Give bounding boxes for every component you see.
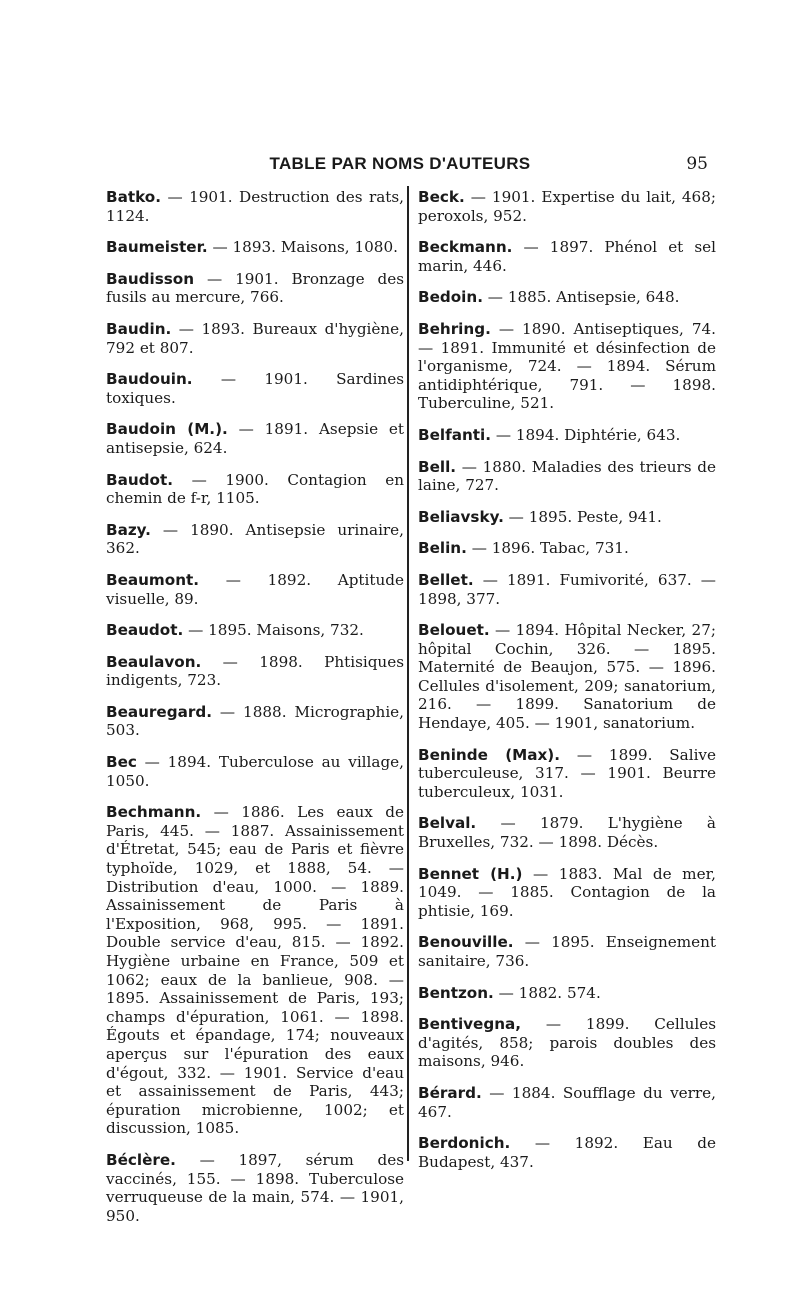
entry-text: — 1895. Enseignement sanitaire, 736.	[418, 933, 716, 970]
index-entry	[106, 753, 404, 790]
author-name: Berdonich.	[418, 1134, 511, 1153]
entry-text: — 1901. Expertise du lait, 468; peroxols, 952.	[418, 188, 716, 225]
author-name: Behring.	[418, 319, 491, 338]
index-entry	[418, 984, 716, 1003]
author-name: Belfanti.	[418, 425, 491, 444]
index-entry	[106, 320, 404, 357]
author-name: Beckmann.	[418, 238, 513, 257]
author-name: Baudouin.	[106, 370, 193, 389]
index-entry	[106, 621, 404, 640]
author-name: Baudin.	[106, 319, 172, 338]
column-divider	[407, 186, 409, 1161]
entry-text: — 1893. Maisons, 1080.	[207, 238, 398, 257]
index-entry	[106, 370, 404, 407]
entry-text: — 1901. Destruction des rats, 1124.	[106, 188, 404, 225]
entry-text: — 1894. Diphtérie, 643.	[491, 425, 681, 444]
index-entry	[418, 571, 716, 608]
index-entry	[418, 238, 716, 275]
author-name: Beaumont.	[106, 570, 200, 589]
author-name: Beninde (Max).	[418, 745, 561, 764]
left-column	[106, 188, 404, 1238]
author-name: Baudoin (M.).	[106, 420, 228, 439]
author-name: Bellet.	[418, 570, 474, 589]
index-entry	[418, 1084, 716, 1121]
author-name: Bennet (H.)	[418, 864, 523, 883]
index-entry	[418, 426, 716, 445]
entry-text: — 1884. Soufflage du verre, 467.	[418, 1083, 716, 1121]
entry-text: — 1885. Antisepsie, 648.	[482, 288, 680, 307]
entry-text: — 1892. Aptitude visuelle, 89.	[106, 570, 404, 608]
author-name: Bechmann.	[106, 803, 202, 822]
author-name: Beaudot.	[106, 621, 184, 640]
author-name: Belval.	[418, 814, 477, 833]
index-entry	[418, 539, 716, 558]
author-name: Bentzon.	[418, 983, 494, 1002]
author-name: Bazy.	[106, 520, 151, 539]
index-entry	[106, 571, 404, 608]
author-name: Belouet.	[418, 621, 490, 640]
entry-text: — 1891. Asepsie et antisepsie, 624.	[106, 420, 404, 457]
author-name: Béclère.	[106, 1150, 176, 1169]
entry-text: — 1897, sérum des vaccinés, 155. — 1898. Tuberculose verruqueuse de la main, 574. — 1901, 950.	[106, 1150, 404, 1225]
author-name: Bec	[106, 753, 137, 772]
entry-text: — 1901. Bronzage des fusils au mercure, 766.	[106, 269, 404, 307]
entry-text: — 1888. Micrographie, 503.	[106, 702, 404, 740]
index-entry	[106, 270, 404, 307]
index-entry	[418, 288, 716, 307]
entry-text: — 1899. Salive tuberculeuse, 317. — 1901. Beurre tuberculeux, 1031.	[418, 745, 716, 801]
entry-text: — 1895. Peste, 941.	[503, 507, 662, 526]
index-entry	[418, 865, 716, 921]
entry-text: — 1893. Bureaux d'hygiène, 792 et 807.	[106, 319, 404, 357]
entry-text: — 1890. Antisepsie urinaire, 362.	[106, 520, 404, 558]
author-name: Bérard.	[418, 1083, 482, 1102]
page-header	[0, 150, 800, 180]
author-name: Bell.	[418, 457, 457, 476]
entry-text: — 1901. Sardines toxiques.	[106, 370, 404, 407]
author-name: Baumeister.	[106, 238, 208, 257]
entry-text: — 1896. Tabac, 731.	[466, 539, 629, 558]
page-title: TABLE PAR NOMS D'AUTEURS	[269, 154, 531, 173]
entry-text: — 1897. Phénol et sel marin, 446.	[418, 238, 716, 275]
index-entry	[418, 1015, 716, 1071]
index-entry	[418, 621, 716, 733]
entry-text: — 1891. Fumivorité, 637. — 1898, 377.	[418, 570, 716, 608]
index-entry	[418, 814, 716, 851]
entry-text: — 1892. Eau de Budapest, 437.	[418, 1134, 716, 1171]
author-name: Benouville.	[418, 933, 514, 952]
entry-text: — 1886. Les eaux de Paris, 445. — 1887. Assainissement d'Étretat, 545; eau de Paris et fièvre typhoïde, 1029, et 1888, 54. — Distribution d'eau, 1000. — 1889. Assainissement de Paris à l'Exposition, 968, 995. — 1891. Double service d'eau, 815. — 1892. Hygiène urbaine en France, 509 et 1062; eaux de la banlieue, 908. — 1895. Assainissement de Paris, 193; champs d'épuration, 1061. — 1898. Égouts et épandage, 174; nouveaux aperçus sur l'épuration des eaux d'égout, 332. — 1901. Service d'eau et assainissement de Paris, 443; épuration microbienne, 1002; et discussion, 1085.	[106, 803, 404, 1138]
right-column	[418, 188, 716, 1184]
index-entry	[418, 508, 716, 527]
index-entry	[106, 803, 404, 1138]
entry-text: — 1890. Antiseptiques, 74. — 1891. Immunité et désinfection de l'organisme, 724. — 1894. Sérum antidiphtérique, 791. — 1898. Tuberculine, 521.	[418, 319, 716, 413]
entry-text: — 1879. L'hygiène à Bruxelles, 732. — 1898. Décès.	[418, 814, 716, 852]
index-entry	[106, 188, 404, 225]
entry-text: — 1880. Maladies des trieurs de laine, 727.	[418, 457, 716, 495]
author-name: Belin.	[418, 539, 467, 558]
index-entry	[418, 1134, 716, 1171]
entry-text: — 1895. Maisons, 732.	[183, 621, 364, 640]
index-entry	[106, 653, 404, 690]
author-name: Bentivegna,	[418, 1015, 522, 1034]
index-entry	[418, 320, 716, 413]
index-entry	[106, 703, 404, 740]
index-entry	[418, 188, 716, 225]
author-name: Beck.	[418, 188, 465, 206]
entry-text: — 1898. Phtisiques indigents, 723.	[106, 652, 404, 690]
entry-text: — 1882. 574.	[493, 983, 601, 1002]
index-entry	[418, 746, 716, 802]
entry-text: — 1899. Cellules d'agités, 858; parois doubles des maisons, 946.	[418, 1015, 716, 1071]
entry-text: — 1894. Hôpital Necker, 27; hôpital Cochin, 326. — 1895. Maternité de Beaujon, 575. — 1896. Cellules d'isolement, 209; sanatorium, 216. — 1899. Sanatorium de Hendaye, 405. — 1901, sanatorium.	[418, 621, 716, 733]
index-entry	[106, 521, 404, 558]
author-name: Baudisson	[106, 269, 195, 288]
index-entry	[418, 458, 716, 495]
index-entry	[106, 420, 404, 457]
author-name: Beauregard.	[106, 702, 212, 721]
author-name: Baudot.	[106, 470, 173, 489]
author-name: Batko.	[106, 188, 161, 206]
entry-text: — 1883. Mal de mer, 1049. — 1885. Contagion de la phtisie, 169.	[418, 864, 716, 920]
index-entry	[106, 471, 404, 508]
index-entry	[106, 1151, 404, 1225]
author-name: Beliavsky.	[418, 507, 504, 526]
author-name: Beaulavon.	[106, 652, 202, 671]
entry-text: — 1894. Tuberculose au village, 1050.	[106, 753, 404, 790]
author-name: Bedoin.	[418, 288, 483, 307]
index-entry	[106, 238, 404, 257]
entry-text: — 1900. Contagion en chemin de f-r, 1105.	[106, 470, 404, 508]
index-entry	[418, 933, 716, 970]
page-number: 95	[686, 154, 708, 174]
